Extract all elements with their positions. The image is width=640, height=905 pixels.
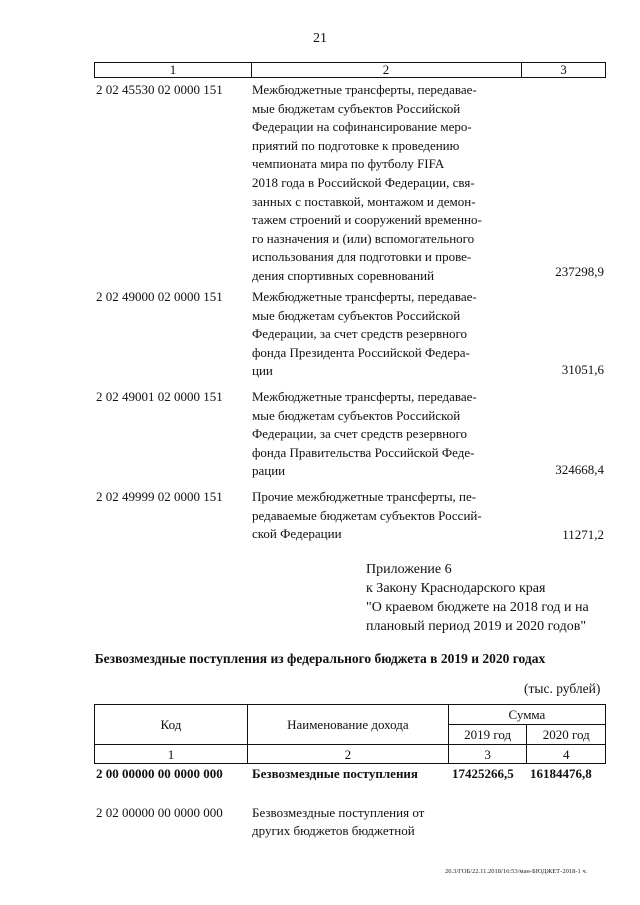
row-code: 2 02 00000 00 0000 000 [96, 805, 223, 820]
units-label: (тыс. рублей) [524, 681, 601, 696]
column-number-2: 2 [247, 745, 448, 764]
row-amount: 324668,4 [555, 462, 604, 477]
row-description: Безвозмездные поступления от других бюджетов бюджетной [252, 805, 425, 838]
row-code: 2 02 49999 02 0000 151 [96, 489, 223, 504]
total-row-name: Безвозмездные поступления [252, 766, 418, 781]
column-number-2: 2 [382, 62, 390, 77]
row-amount: 11271,2 [562, 527, 604, 542]
row-code: 2 02 49001 02 0000 151 [96, 389, 223, 404]
row-description: Межбюджетные трансферты, передавае- мые бюджетам субъектов Российской Федерации на софинансирование меро- приятий по подготовке к проведению чемпионата мира по футболу FIFA 2018 года в Российской Федерации, свя- занных с поставкой, монтажом и демон- тажем строений и сооружений временно- го назначения и (или) вспомогательного использования для подготовки и прове- дения спортивных соревнований [252, 82, 482, 283]
column-number-1: 1 [95, 745, 248, 764]
row-amount: 237298,9 [555, 264, 604, 279]
appendix-note: Приложение 6 к Закону Краснодарского края "О краевом бюджете на 2018 год и на плановый период 2019 и 2020 годов" [366, 562, 589, 634]
page-number: 21 [313, 31, 327, 46]
row-code: 2 02 49000 02 0000 151 [96, 289, 223, 304]
header-year-2020: 2020 год [527, 725, 606, 745]
column-number-3: 3 [560, 62, 567, 77]
total-row-2020: 16184476,8 [530, 766, 592, 781]
section-title: Безвозмездные поступления из федерального бюджета в 2019 и 2020 годах [94, 651, 546, 666]
row-description: Межбюджетные трансферты, передавае- мые бюджетам субъектов Российской Федерации, за счет средств резервного фонда Правительства Российской Феде- рации [252, 389, 477, 479]
header-sum: Сумма [448, 705, 605, 725]
column-number-1: 1 [169, 62, 177, 77]
header-year-2019: 2019 год [448, 725, 527, 745]
footer-stamp: 20.3/ГОБ/22.11.2018/16:53/ман-БЮДЖЕТ-2018-1 ч. [445, 868, 588, 875]
total-row-code: 2 00 00000 00 0000 000 [96, 766, 223, 781]
row-description: Прочие межбюджетные трансферты, пе- редаваемые бюджетам субъектов Россий- ской Федерации [252, 489, 482, 542]
income-table-header [94, 704, 606, 764]
column-number-3: 3 [448, 745, 527, 764]
table-column-numbers-header [94, 62, 606, 78]
header-income-name: Наименование дохода [247, 705, 448, 745]
row-code: 2 02 45530 02 0000 151 [96, 82, 223, 97]
row-amount: 31051,6 [561, 362, 604, 377]
header-code: Код [95, 705, 248, 745]
total-row-2019: 17425266,5 [452, 766, 514, 781]
column-number-4: 4 [527, 745, 606, 764]
row-description: Межбюджетные трансферты, передавае- мые бюджетам субъектов Российской Федерации, за счет средств резервного фонда Президента Российской Федера- ции [252, 289, 477, 379]
